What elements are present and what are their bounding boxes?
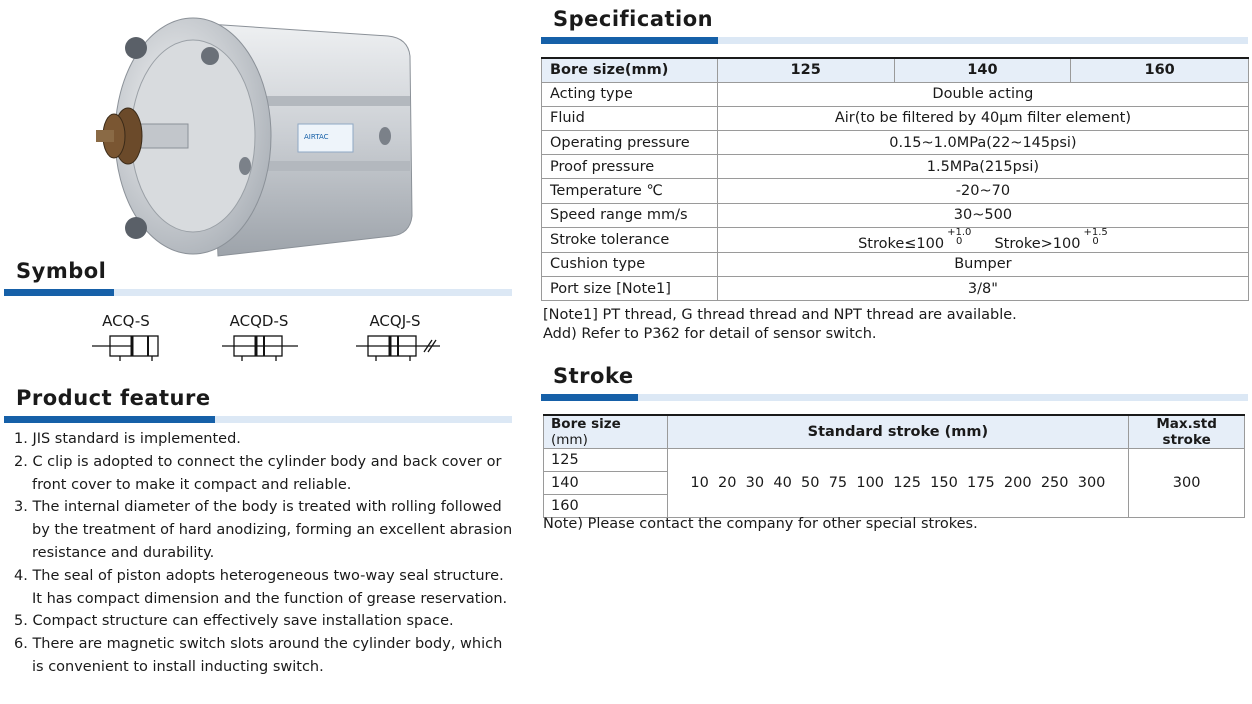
spec-row-value <box>717 227 1248 252</box>
stroke-header-bore-label: Bore size <box>551 416 621 432</box>
spec-row-value: 3/8" <box>717 277 1248 301</box>
spec-row <box>542 252 1249 276</box>
spec-row-value: 0.15~1.0MPa(22~145psi) <box>717 131 1248 155</box>
symbol-acqd-s-diagram <box>220 332 300 362</box>
spec-row <box>542 82 1249 106</box>
spec-note-2: Add) Refer to P362 for detail of sensor switch. <box>543 326 877 342</box>
spec-title-bar <box>541 37 1248 44</box>
feature-item: 1. JIS standard is implemented. <box>14 431 241 447</box>
tolerance-a-text: Stroke≤100 <box>858 235 945 252</box>
feature-item: 3. The internal diameter of the body is treated with rolling followed by the treatment of hard anodizing, forming an excellent abrasion resistance and durability. <box>14 499 513 561</box>
symbol-label-acq-s: ACQ-S <box>102 312 150 330</box>
symbol-acq-s-diagram <box>90 332 164 362</box>
tolerance-b-upper: +1.5 <box>1083 226 1108 238</box>
stroke-header-standard: Standard stroke (mm) <box>667 415 1129 449</box>
symbol-label-acqd-s: ACQD-S <box>229 312 289 330</box>
tolerance-b <box>1083 228 1107 246</box>
tolerance-a <box>947 228 971 246</box>
spec-header-size: 140 <box>894 58 1071 82</box>
spec-row-label: Port size [Note1] <box>542 277 718 301</box>
spec-row-value: 30~500 <box>717 203 1248 227</box>
spec-row-label: Stroke tolerance <box>542 227 718 252</box>
spec-header-row <box>542 58 1249 82</box>
stroke-bore: 160 <box>544 495 668 518</box>
feature-item: 4. The seal of piston adopts heterogeneous two-way seal structure. It has compact dimension and the function of grease reservation. <box>14 567 508 607</box>
tolerance-a-lower: 0 <box>956 235 963 247</box>
feature-item: 6. There are magnetic switch slots around the cylinder body, which is convenient to install inducting switch. <box>14 636 503 675</box>
spec-row <box>542 106 1249 130</box>
stroke-bore: 140 <box>544 472 668 495</box>
spec-row <box>542 203 1249 227</box>
stroke-standard-values: 10 20 30 40 50 75 100 125 150 175 200 250 300 <box>667 449 1129 518</box>
spec-row-label: Operating pressure <box>542 131 718 155</box>
spec-header-bore: Bore size(mm) <box>542 58 718 82</box>
spec-row-stroke-tolerance <box>542 227 1249 252</box>
stroke-title: Stroke <box>553 364 634 388</box>
spec-table <box>541 57 1249 301</box>
spec-row-label: Fluid <box>542 106 718 130</box>
stroke-title-bar <box>541 394 1248 401</box>
tolerance-b-lower: 0 <box>1092 235 1099 247</box>
feature-item: 2. C clip is adopted to connect the cylinder body and back cover or front cover to make it compact and reliable. <box>14 453 502 493</box>
stroke-header-bore <box>544 415 668 449</box>
spec-header-size: 125 <box>717 58 894 82</box>
stroke-table <box>543 414 1245 518</box>
spec-row-label: Proof pressure <box>542 155 718 179</box>
spec-row <box>542 277 1249 301</box>
stroke-bore: 125 <box>544 449 668 472</box>
svg-text:AIRTAC: AIRTAC <box>304 133 329 141</box>
spec-row <box>542 179 1249 203</box>
feature-item: 5. Compact structure can effectively save installation space. <box>14 613 454 630</box>
spec-row <box>542 155 1249 179</box>
feature-title-bar <box>4 416 512 423</box>
stroke-row <box>544 449 1245 472</box>
symbol-title: Symbol <box>16 259 107 283</box>
spec-row-label: Acting type <box>542 82 718 106</box>
spec-row-value: Double acting <box>717 82 1248 106</box>
spec-row-label: Cushion type <box>542 252 718 276</box>
stroke-header-max: Max.std stroke <box>1129 415 1245 449</box>
spec-row-value: -20~70 <box>717 179 1248 203</box>
symbol-label-acqj-s: ACQJ-S <box>369 312 421 330</box>
spec-row-label: Temperature ℃ <box>542 179 718 203</box>
spec-row-label: Speed range mm/s <box>542 203 718 227</box>
symbol-acqj-s-diagram <box>354 332 444 362</box>
stroke-header-row <box>544 415 1245 449</box>
spec-note-1: [Note1] PT thread, G thread thread and NPT thread are available. <box>543 307 1017 323</box>
spec-header-size: 160 <box>1071 58 1249 82</box>
feature-list <box>14 428 514 679</box>
feature-title: Product feature <box>16 386 211 410</box>
stroke-note: Note) Please contact the company for other special strokes. <box>543 516 978 532</box>
spec-row <box>542 131 1249 155</box>
spec-row-value: 1.5MPa(215psi) <box>717 155 1248 179</box>
stroke-max-value: 300 <box>1129 449 1245 518</box>
cylinder-product-image <box>88 6 428 264</box>
tolerance-a-upper: +1.0 <box>947 226 972 238</box>
spec-row-value: Air(to be filtered by 40μm filter element) <box>717 106 1248 130</box>
symbol-title-bar <box>4 289 512 296</box>
spec-row-value: Bumper <box>717 252 1248 276</box>
spec-title: Specification <box>553 7 714 31</box>
stroke-header-bore-unit: (mm) <box>551 432 588 448</box>
tolerance-b-text: Stroke>100 <box>994 235 1081 252</box>
